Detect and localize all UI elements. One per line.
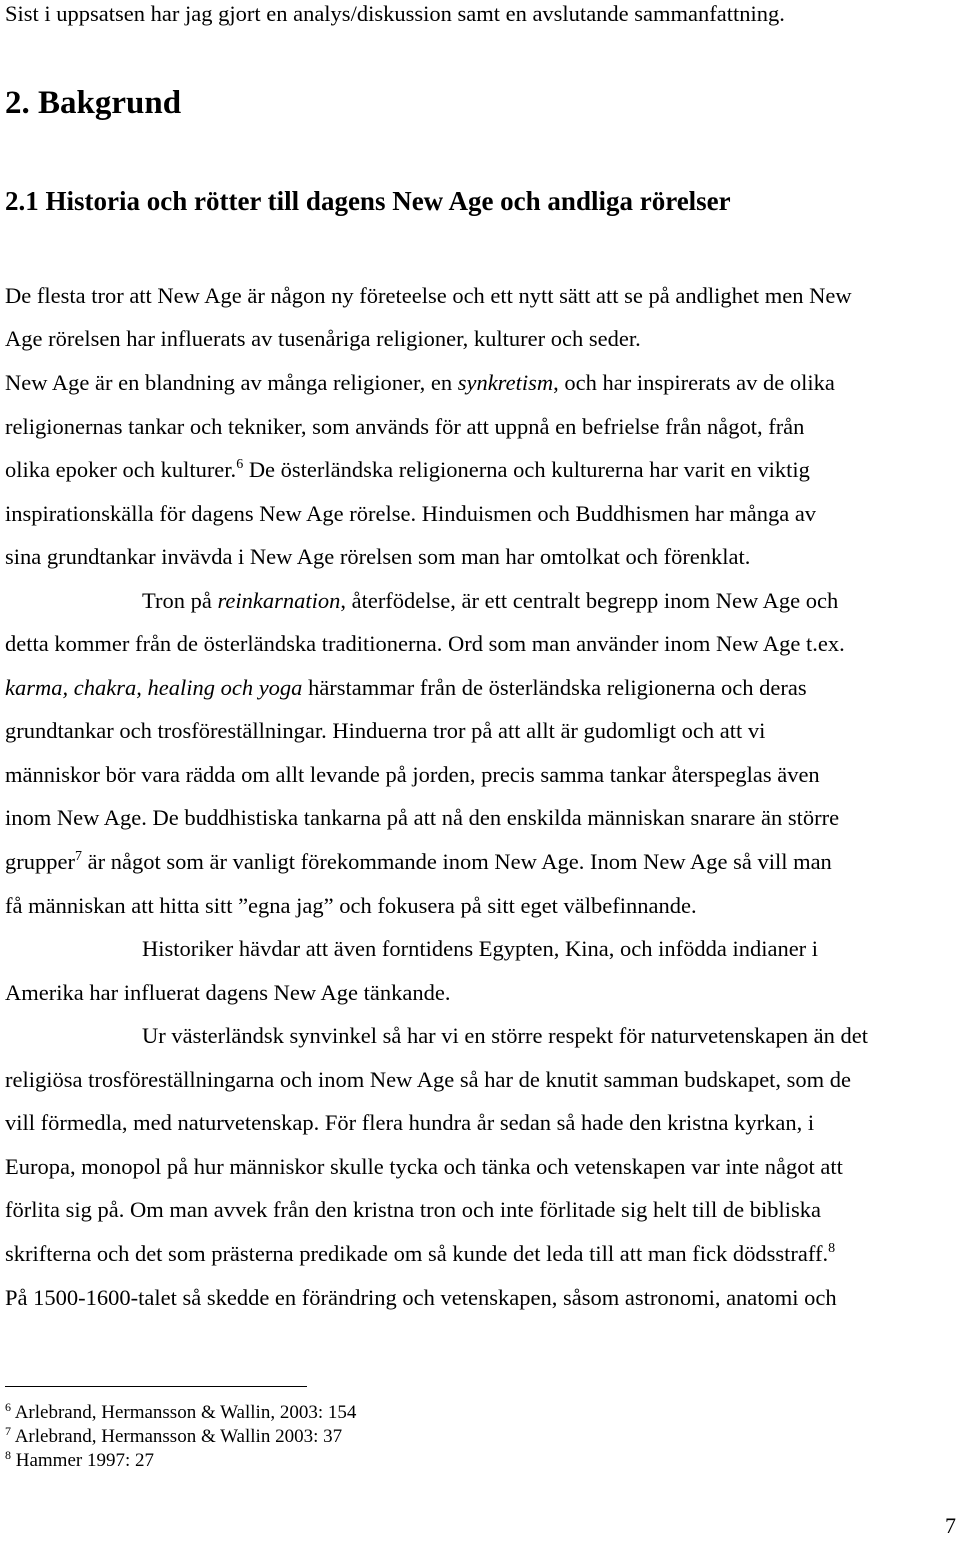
text-run: skrifterna och det som prästerna predikade om så kunde det leda till att man fick dödsstraff. — [5, 1241, 829, 1266]
footnote-ref: 7 — [74, 849, 82, 864]
text-run: Tron på — [142, 588, 218, 613]
text-run: De österländska religionerna och kulturerna har varit en viktig — [243, 457, 810, 482]
paragraph-1-line — [5, 456, 810, 484]
paragraph-4-line — [5, 1240, 835, 1268]
section-heading: 2. Bakgrund — [5, 85, 182, 121]
paragraph-4-line: Europa, monopol på hur människor skulle tycka och tänka och vetenskapen var inte något att — [5, 1154, 843, 1179]
paragraph-2-line — [5, 848, 832, 876]
paragraph-1-line: inspirationskälla för dagens New Age rörelse. Hinduismen och Buddhismen har många av — [5, 501, 817, 526]
paragraph-4-line: förlita sig på. Om man avvek från den kristna tron och inte förlitade sig helt till de bibliska — [5, 1197, 822, 1222]
footnote — [5, 1401, 356, 1425]
paragraph-4-line: Ur västerländsk synvinkel så har vi en större respekt för naturvetenskapen än det — [142, 1023, 869, 1048]
footnote-text: Arlebrand, Hermansson & Wallin, 2003: 154 — [14, 1402, 357, 1423]
intro-line: Sist i uppsatsen har jag gjort en analys/diskussion samt en avslutande sammanfattning. — [5, 1, 785, 26]
text-run: olika epoker och kulturer. — [5, 457, 237, 482]
footnote-text: Arlebrand, Hermansson & Wallin 2003: 37 — [14, 1426, 343, 1447]
italic-term: reinkarnation — [217, 588, 341, 613]
paragraph-2-line: människor bör vara rädda om allt levande på jorden, precis samma tankar återspeglas även — [5, 762, 820, 787]
paragraph-3-line: Historiker hävdar att även forntidens Egypten, Kina, och infödda indianer i — [142, 936, 819, 961]
paragraph-2-line: få människan att hitta sitt ”egna jag” och fokusera på sitt eget välbefinnande. — [5, 893, 697, 918]
text-run: , och har inspirerats av de olika — [553, 370, 835, 395]
footnote-ref: 6 — [236, 457, 244, 472]
paragraph-4-line: På 1500-1600-talet så skedde en förändring och vetenskapen, såsom astronomi, anatomi och — [5, 1285, 837, 1310]
paragraph-2-line — [142, 587, 838, 615]
footnote-separator — [5, 1386, 307, 1387]
footnote-ref: 8 — [828, 1241, 836, 1256]
paragraph-1-line: sina grundtankar invävda i New Age rörelsen som man har omtolkat och förenklat. — [5, 544, 751, 569]
page-number: 7 — [945, 1513, 956, 1538]
text-run: härstammar från de österländska religionerna och deras — [302, 675, 807, 700]
paragraph-1-line — [5, 369, 835, 397]
footnote — [5, 1425, 342, 1449]
text-run: New Age är en blandning av många religioner, en — [5, 370, 458, 395]
paragraph-1-line: religionernas tankar och tekniker, som används för att uppnå en befrielse från något, från — [5, 414, 805, 439]
italic-term: karma, chakra, healing och yoga — [5, 675, 303, 700]
text-run: grupper — [5, 849, 75, 874]
text-run: är något som är vanligt förekommande inom New Age. Inom New Age så vill man — [81, 849, 832, 874]
subsection-heading: 2.1 Historia och rötter till dagens New Age och andliga rörelser — [5, 186, 731, 216]
italic-term: synkretism — [457, 370, 554, 395]
text-run: , återfödelse, är ett centralt begrepp inom New Age och — [340, 588, 839, 613]
paragraph-3-line: Amerika har influerat dagens New Age tänkande. — [5, 980, 451, 1005]
paragraph-2-line — [5, 674, 807, 702]
paragraph-2-line: detta kommer från de österländska traditionerna. Ord som man använder inom New Age t.ex. — [5, 631, 845, 656]
footnote-number: 8 — [5, 1448, 11, 1462]
paragraph-2-line: inom New Age. De buddhistiska tankarna på att nå den enskilda människan snarare än större — [5, 805, 840, 830]
paragraph-4-line: vill förmedla, med naturvetenskap. För flera hundra år sedan så hade den kristna kyrkan, i — [5, 1110, 815, 1135]
footnote-text: Hammer 1997: 27 — [15, 1450, 155, 1471]
paragraph-1-line: Age rörelsen har influerats av tusenåriga religioner, kulturer och seder. — [5, 326, 641, 351]
footnote-number: 6 — [5, 1400, 11, 1414]
footnote — [5, 1449, 154, 1473]
paragraph-2-line: grundtankar och trosföreställningar. Hinduerna tror på att allt är gudomligt och att vi — [5, 718, 766, 743]
footnote-number: 7 — [5, 1424, 11, 1438]
paragraph-1-line: De flesta tror att New Age är någon ny företeelse och ett nytt sätt att se på andlighet men New — [5, 283, 852, 308]
paragraph-4-line: religiösa trosföreställningarna och inom New Age så har de knutit samman budskapet, som de — [5, 1067, 852, 1092]
